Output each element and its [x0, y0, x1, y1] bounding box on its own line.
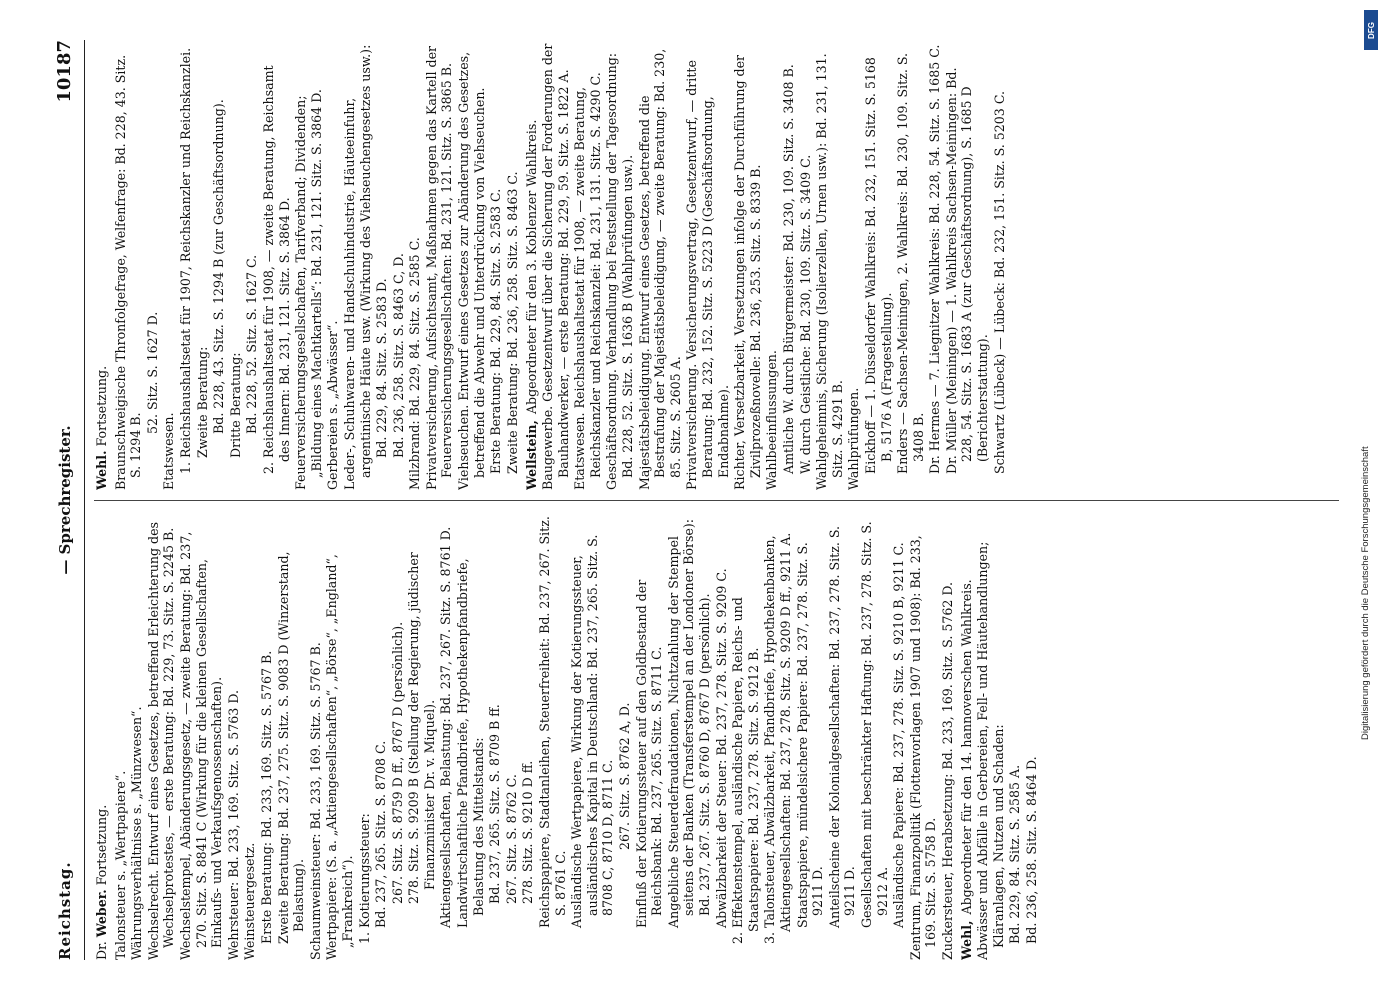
- index-entry: Dr. Müller (Meiningen) — 1. Wahlkreis Sachsen-Meiningen: Bd. 228, 54. Sitz. S. 1683 A (zur Geschäftsordnung), S. 1685 D (Berichterstattung).: [943, 67, 991, 474]
- index-entry: Wechselrecht. Entwurf eines Gesetzes, betreffend Erleichterung des Wechselprotestes, — erste Beratung: Bd. 229, 73. Sitz. S. 2245 B.: [145, 522, 177, 960]
- digitization-credit: [1352, 0, 1383, 1000]
- speaker-heading: [959, 510, 975, 960]
- index-entry: Landwirtschaftliche Pfandbriefe, Hypothekenpfandbriefe, Belastung des Mittelstands:: [455, 558, 486, 928]
- speaker-intro: Abgeordneter für den 3. Koblenzer Wahlkreis.: [524, 119, 540, 415]
- right-column: [94, 40, 1339, 490]
- index-entry: Amtliche W. durch Bürgermeister: Bd. 230, 109. Sitz. S. 3408 B.: [780, 64, 796, 474]
- index-entry: Schwartz (Lübeck) — Lübeck: Bd. 232, 151. Sitz. S. 5203 C.: [991, 90, 1007, 474]
- index-entry: Bd. 237, 265. Sitz. S. 8709 B ff.: [487, 704, 503, 904]
- speaker-intro: Abgeordneter für den 14. hannoverschen Wahlkreis.: [959, 579, 975, 915]
- speaker-entry-list: [975, 510, 1039, 960]
- index-entry: 3. Talonsteuer, Abwälzbarkeit, Pfandbriefe, Hypothekenbanken, Aktiengesellschaften: Bd. 237, 278. Sitz. S. 9209 D ff., 9211 A.: [762, 532, 793, 944]
- index-entry: Angebliche Steuerdefraudationen, Nichtzahlung der Stempel seitens der Banken (Transferstempel an der Londoner Börse): Bd. 237, 267. Sitz. S. 8760 D, 8767 D (persönlich).: [665, 518, 712, 928]
- left-entry-list: [113, 510, 956, 960]
- index-entry: Wechselstempel, Abänderungsgesetz, — zweite Beratung: Bd. 237, 270. Sitz. S. 8841 C (Wirkung für die kleinen Gesellschaften, Einkaufs- und Verkaufsgenossenschaften).: [177, 531, 225, 960]
- running-head-left: Reichstag.: [56, 861, 74, 960]
- index-entry: Bd. 228, 52. Sitz. S. 1627 C.: [244, 254, 260, 434]
- index-entry: Leder-, Schuhwaren- und Handschuhindustrie, Häuteeinfuhr, argentinische Häute usw. (Wirkung des Viehseuchengesetzes usw.):: [341, 44, 373, 490]
- index-entry: Talonsteuer s. „Wertpapiere“.: [112, 770, 128, 960]
- index-entry: Wehrsteuer: Bd. 233, 169. Sitz. S. 5763 D.: [225, 690, 241, 960]
- index-entry: Bd. 229, 84. Sitz. S. 2583 D.: [374, 278, 390, 458]
- index-entry: Bd. 228, 43. Sitz. S. 1294 B (zur Geschäftsordnung).: [211, 99, 227, 434]
- index-entry: 52. Sitz. S. 1627 D.: [144, 311, 160, 434]
- index-entry: Zweite Beratung: Bd. 236, 258. Sitz. S. 8463 C.: [504, 171, 520, 474]
- head-speaker-name: Weber.: [94, 889, 109, 938]
- index-entry: 278. Sitz. S. 9210 D ff.: [520, 760, 536, 904]
- index-entry: Ausländische Papiere: Bd. 237, 278. Sitz. S. 9210 B, 9211 C.: [891, 542, 907, 928]
- dfg-logo-text: DFG: [1366, 21, 1376, 39]
- index-entry: Gerbereien s. „Abwässer“.: [325, 320, 341, 490]
- head-continuation: Fortsetzung.: [94, 365, 109, 447]
- index-entry: Zentrum, Finanzpolitik (Flottenvorlagen 1907 und 1908): Bd. 233, 169. Sitz. S. 5758 D.: [907, 535, 939, 960]
- index-entry: Privatversicherung, Aufsichtsamt, Maßnahmen gegen das Kartell der Feuerversicherungsgesellschaften: Bd. 231, 121. Sitz. S. 3865 B.: [423, 45, 455, 490]
- index-entry: Gesellschaften mit beschränkter Haftung: Bd. 237, 278. Sitz. S. 9212 A.: [858, 521, 890, 928]
- index-entry: Geschäftsordnung. Verhandlung bei Feststellung der Tagesordnung: Bd. 228, 52. Sitz. S. 1636 B (Wahlprüfungen usw.).: [604, 52, 635, 490]
- index-entry: Wahlgeheimnis, Sicherung (Isolierzellen, Urnen usw.): Bd. 231, 131. Sitz. S. 4291 B.: [814, 53, 845, 490]
- index-entry: Baugewerbe. Gesetzentwurf über die Sicherung der Forderungen der Bauhandwerker, — erste Beratung: Bd. 229, 59. Sitz. S. 1822 A.: [540, 43, 571, 490]
- index-entry: 1. Kotierungssteuer:: [356, 813, 372, 944]
- index-entry: Schaumweinsteuer: Bd. 233, 169. Sitz. S. 5767 B.: [307, 642, 323, 960]
- dfg-logo: [1364, 10, 1378, 50]
- right-entry-list: [113, 40, 521, 490]
- credit-text: Digitalisierung gefördert durch die Deutsche Forschungsgemeinschaft: [1360, 446, 1371, 740]
- head-continuation: Fortsetzung.: [94, 804, 109, 886]
- speaker-entry-list: [540, 40, 1007, 490]
- index-entry: Reichspapiere, Stadtanleihen, Steuerfreiheit: Bd. 237, 267. Sitz. S. 8761 C.: [537, 516, 568, 928]
- head-speaker-name: Wehl.: [94, 450, 109, 490]
- index-entry: 2. Effektenstempel, ausländische Papiere, Reichs- und Staatspapiere: Bd. 237, 278. Sitz. S. 9212 B.: [730, 597, 761, 944]
- index-entry: Einfluß der Kotierungssteuer auf den Goldbestand der Reichsbank: Bd. 237, 265. Sitz. S. 8711 C.: [633, 579, 665, 928]
- index-entry: Abwälzbarkeit der Steuer: Bd. 237, 278. Sitz. S. 9209 C.: [713, 568, 729, 928]
- page-number: 10187: [54, 40, 75, 103]
- index-entry: Erste Beratung: Bd. 233, 169. Sitz. S. 5767 B.: [258, 650, 274, 944]
- column-divider: [94, 500, 1339, 501]
- index-entry: Eickhoff — 1. Düsseldorfer Wahlkreis: Bd. 232, 151. Sitz. S. 5168 B, 5176 A (Fragestellung).: [862, 57, 894, 474]
- index-entry: 267. Sitz. S. 8762 A, D.: [617, 702, 632, 850]
- continuation-heading: [94, 510, 110, 960]
- index-entry: Richter, Versetzbarkeit, Versetzungen infolge der Durchführung der Zivilprozeßnovelle: Bd. 236, 253. Sitz. S. 8339 B.: [732, 54, 763, 490]
- index-entry: Milzbrand: Bd. 229, 84. Sitz. S. 2585 C.: [407, 237, 423, 490]
- index-entry: Abwässer und Abfälle in Gerbereien, Fell- und Häutehandlungen; Kläranlagen, Nutzen und Schaden:: [975, 541, 1006, 960]
- index-entry: Dritte Beratung:: [227, 352, 243, 458]
- index-entry: Etatswesen.: [161, 412, 177, 490]
- page-header: [50, 40, 85, 960]
- index-entry: Anteilscheine der Kolonialgesellschaften: Bd. 237, 278. Sitz. S. 9211 D.: [826, 525, 858, 928]
- index-entry: Staatspapiere, mündelsichere Papiere: Bd. 237, 278. Sitz. S. 9211 D.: [794, 542, 826, 928]
- index-entry: 1. Reichshaushaltsetat für 1907, Reichskanzler und Reichskanzlei.: [177, 47, 193, 474]
- index-entry: Ausländische Wertpapiere, Wirkung der Kotierungssteuer, ausländisches Kapital in Deutschland: Bd. 237, 265. Sitz. S. 8708 C, 8710 D, 8711 C.: [569, 534, 616, 928]
- index-entry: Bd. 236, 258. Sitz. S. 8464 D.: [1023, 756, 1039, 944]
- index-entry: Etatswesen. Reichshaushaltsetat für 1908, — zweite Beratung, Reichskanzler und Reichskanzlei: Bd. 231, 131. Sitz. S. 4290 C.: [572, 72, 603, 490]
- speaker-name: Wellstein,: [524, 420, 540, 490]
- index-entry: Zweite Beratung:: [194, 346, 210, 458]
- speaker-name: Wehl,: [959, 920, 975, 960]
- index-entry: 2. Reichshaushaltsetat für 1908, — zweite Beratung, Reichsamt des Innern: Bd. 231, 121. Sitz. S. 3864 D.: [260, 65, 292, 474]
- index-entry: Privatversicherung. Versicherungsvertrag, Gesetzentwurf, — dritte Beratung: Bd. 232, 152. Sitz. S. 5223 D (Geschäftsordnung, Endabnahme).: [684, 60, 731, 490]
- index-entry: Wertpapiere: (S. a. „Aktiengesellschaften“, „Börse“, „England“, „Frankreich“).: [324, 554, 355, 960]
- index-entry: Wahlprüfungen.: [846, 387, 862, 490]
- continuation-heading: [94, 40, 110, 490]
- left-column: [94, 510, 1339, 960]
- index-entry: Bd. 236, 258. Sitz. S. 8463 C, D.: [390, 253, 406, 458]
- index-entry: Aktiengesellschaften, Belastung: Bd. 237, 267. Sitz. S. 8761 D.: [438, 526, 454, 928]
- index-entry: Erste Beratung: Bd. 229, 84. Sitz. S. 2583 C.: [488, 188, 504, 474]
- index-entry: Bd. 229, 84. Sitz. S. 2585 A.: [1007, 764, 1023, 944]
- index-entry: Majestätsbeleidigung. Entwurf eines Gesetzes, betreffend die Bestrafung der Majestätsbeleidigung, — zweite Beratung: Bd. 230, 85. Sitz. S. 2605 A.: [636, 48, 683, 490]
- index-entry: Zuckersteuer, Herabsetzung: Bd. 233, 169. Sitz. S. 5762 D.: [939, 581, 955, 960]
- index-entry: Zweite Beratung: Bd. 237, 275. Sitz. S. 9083 D (Winzerstand, Belastung).: [275, 551, 307, 944]
- running-head-title: — Sprechregister.: [56, 425, 74, 575]
- index-entry: 267. Sitz. S. 8759 D ff., 8767 D (persönlich).: [389, 621, 405, 904]
- index-entry: Feuerversicherungsgesellschaften, Tarifverband; Dividenden; „Bildung eines Machtkartells“: Bd. 231, 121. Sitz. S. 3864 D.: [293, 89, 324, 490]
- speaker-heading: [524, 40, 540, 490]
- index-entry: Wahlbeeinflussungen.: [764, 350, 780, 490]
- index-entry: Währungsverhältnisse s. „Münzwesen“.: [129, 706, 145, 960]
- index-entry: 278. Sitz. S. 9209 B (Stellung der Regierung, jüdischer Finanzminister Dr. v. Miquel).: [406, 552, 437, 904]
- index-entry: Weinsteuergesetz.: [242, 842, 258, 960]
- index-entry: Viehseuchen. Entwurf eines Gesetzes zur Abänderung des Gesetzes, betreffend die Abwehr und Unterdrückung von Viehseuchen.: [456, 51, 487, 490]
- index-entry: Enders — Sachsen-Meiningen, 2. Wahlkreis: Bd. 230, 109. Sitz. S. 3408 B.: [895, 52, 926, 474]
- index-entry: Braunschweigische Thronfolgefrage, Welfenfrage: Bd. 228, 43. Sitz. S. 1294 B.: [112, 54, 144, 490]
- index-entry: W. durch Geistliche: Bd. 230, 109. Sitz. S. 3409 C.: [797, 154, 813, 474]
- head-prefix: Dr.: [94, 941, 109, 960]
- index-entry: 267. Sitz. S. 8762 C.: [503, 774, 519, 904]
- index-entry: Bd. 237, 265. Sitz. S. 8708 C.: [373, 740, 389, 928]
- index-entry: Dr. Hermes — 7. Liegnitzer Wahlkreis: Bd. 228, 54. Sitz. S. 1685 C.: [927, 44, 943, 474]
